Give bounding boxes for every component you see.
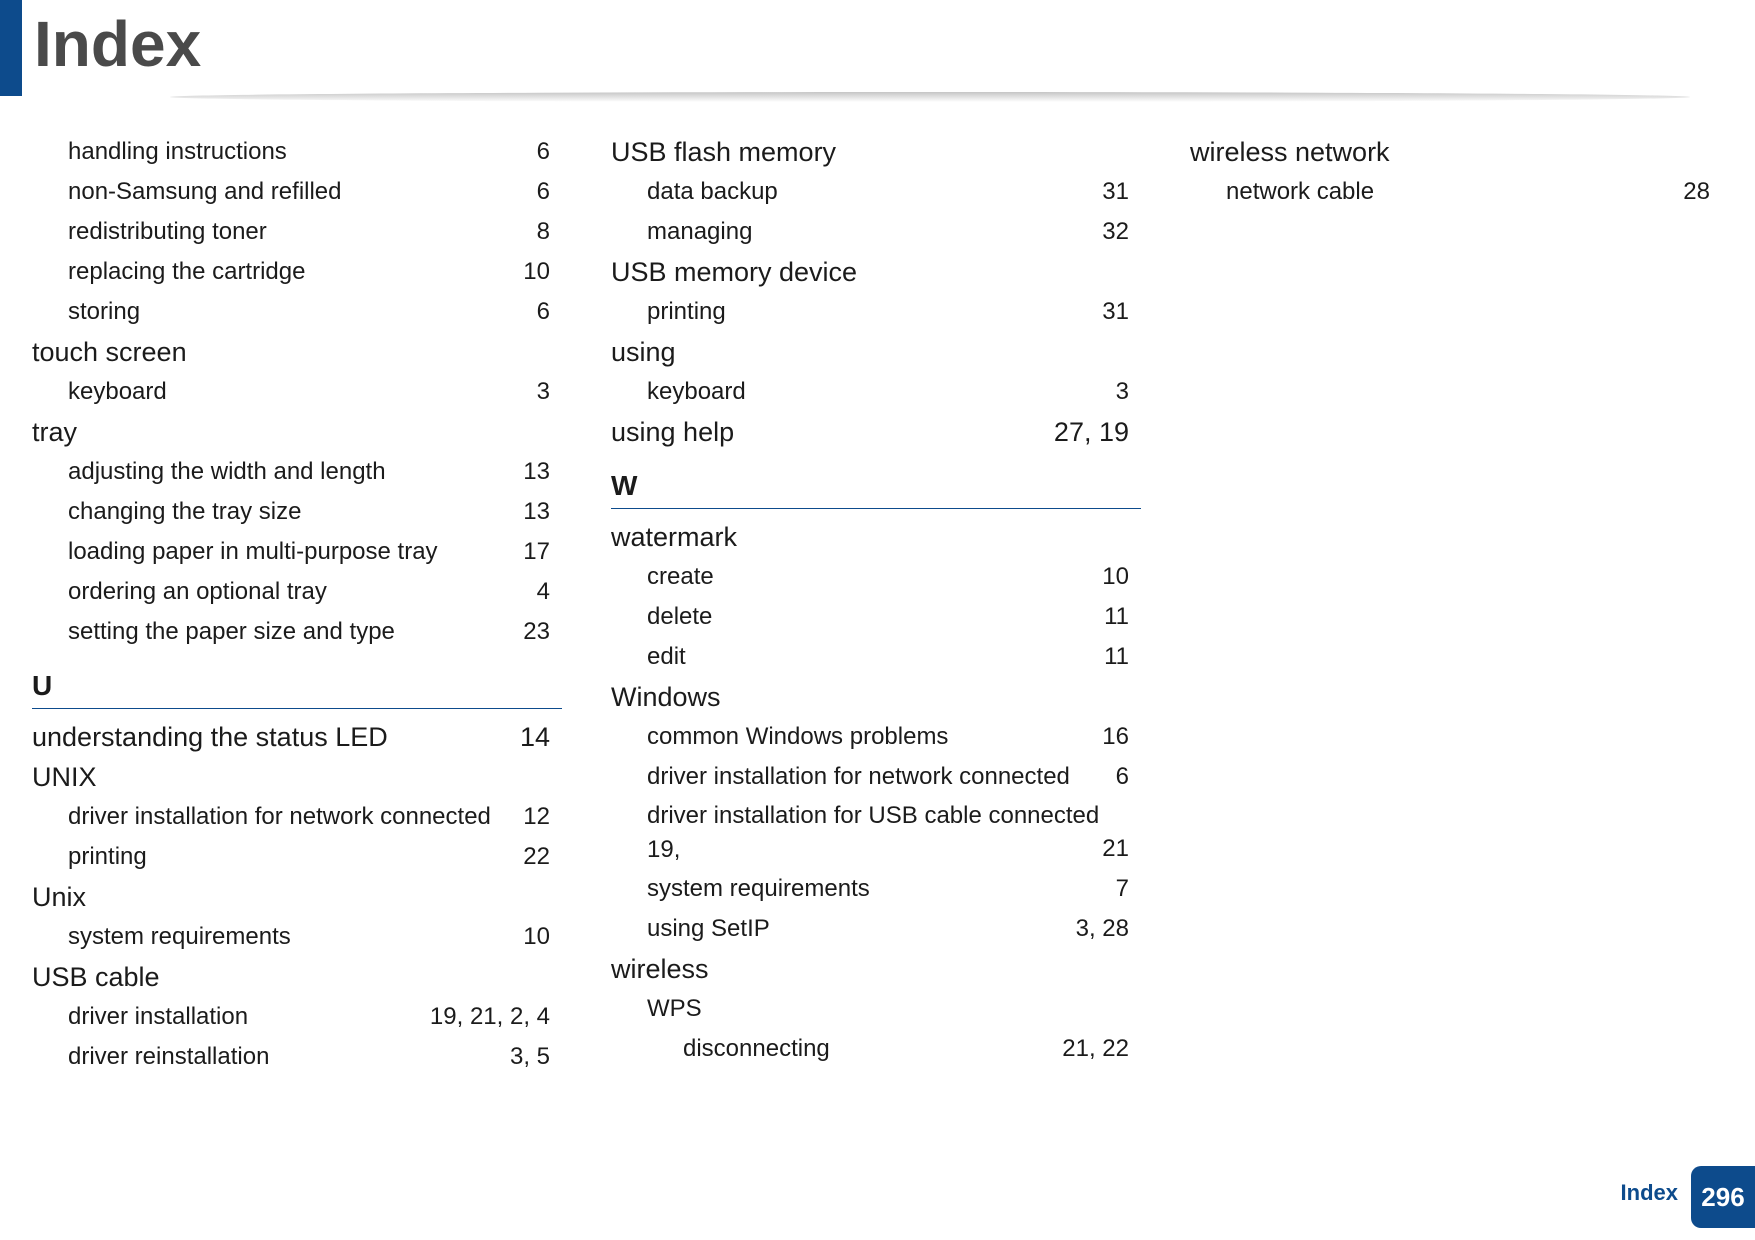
index-entry: Unix	[32, 882, 87, 912]
index-entry: USB memory device	[611, 257, 858, 287]
index-entry: USB cable	[32, 962, 160, 992]
index-entry: watermark	[611, 522, 738, 552]
index-subentry[interactable]: keyboard 3	[647, 378, 1129, 405]
page-title: Index	[34, 8, 202, 80]
index-subentry[interactable]: changing the tray size 13	[68, 498, 550, 525]
index-subentry[interactable]: keyboard 3	[68, 378, 550, 405]
index-subentry[interactable]: driver installation 19, 21, 2, 4	[68, 1003, 550, 1030]
index-subentry[interactable]: driver installation for network connected 12	[68, 803, 550, 830]
index-entry: UNIX	[32, 762, 97, 792]
index-subentry[interactable]: driver installation for USB cable connected 19, 21	[647, 802, 1129, 863]
letter-heading-w: W	[611, 452, 1141, 509]
index-subentry[interactable]: create 10	[647, 563, 1129, 590]
title-accent-bar	[0, 0, 22, 96]
index-entry: tray	[32, 417, 78, 447]
index-column-1	[32, 132, 562, 1077]
index-subentry[interactable]: printing 31	[647, 298, 1129, 325]
footer-section-label: Index	[1620, 1180, 1678, 1205]
index-subentry[interactable]: non-Samsung and refilled 6	[68, 178, 550, 205]
title-underline-shadow	[170, 92, 1690, 102]
index-entry: wireless	[611, 954, 709, 984]
index-subentry[interactable]: driver reinstallation 3, 5	[68, 1043, 550, 1070]
index-subentry[interactable]: replacing the cartridge 10	[68, 258, 550, 285]
index-subentry[interactable]: adjusting the width and length 13	[68, 458, 550, 485]
index-subentry[interactable]: managing 32	[647, 218, 1129, 245]
index-subentry[interactable]: ordering an optional tray 4	[68, 578, 550, 605]
footer-page-number: 296	[1691, 1166, 1755, 1228]
index-subentry[interactable]: system requirements 10	[68, 923, 550, 950]
index-entry[interactable]: using help 27, 19	[611, 417, 1129, 447]
index-subsubentry[interactable]: disconnecting 21, 22	[683, 1035, 1129, 1062]
index-entry: using	[611, 337, 676, 367]
index-subentry[interactable]: edit 11	[647, 643, 1129, 670]
index-entry[interactable]: understanding the status LED 14	[32, 722, 550, 752]
index-subentry[interactable]: redistributing toner 8	[68, 218, 550, 245]
index-subentry[interactable]: driver installation for network connected 6	[647, 763, 1129, 790]
index-subentry[interactable]: handling instructions 6	[68, 138, 550, 165]
index-entry: touch screen	[32, 337, 187, 367]
index-subentry[interactable]: delete 11	[647, 603, 1129, 630]
index-subentry[interactable]: common Windows problems 16	[647, 723, 1129, 750]
index-subentry[interactable]: network cable 28	[1226, 178, 1710, 205]
index-entry: USB flash memory	[611, 137, 837, 167]
index-subentry[interactable]: setting the paper size and type 23	[68, 618, 550, 645]
index-entry: wireless network	[1190, 137, 1390, 167]
index-entry: Windows	[611, 682, 721, 712]
index-column-3	[1190, 132, 1710, 212]
index-subentry[interactable]: printing 22	[68, 843, 550, 870]
index-subentry[interactable]: loading paper in multi-purpose tray 17	[68, 538, 550, 565]
index-subentry[interactable]: data backup 31	[647, 178, 1129, 205]
letter-heading-u: U	[32, 652, 562, 709]
index-subentry[interactable]: using SetIP 3, 28	[647, 915, 1129, 942]
index-column-2	[611, 132, 1141, 1069]
index-subentry: WPS	[647, 995, 702, 1022]
index-subentry[interactable]: storing 6	[68, 298, 550, 325]
index-subentry[interactable]: system requirements 7	[647, 875, 1129, 902]
